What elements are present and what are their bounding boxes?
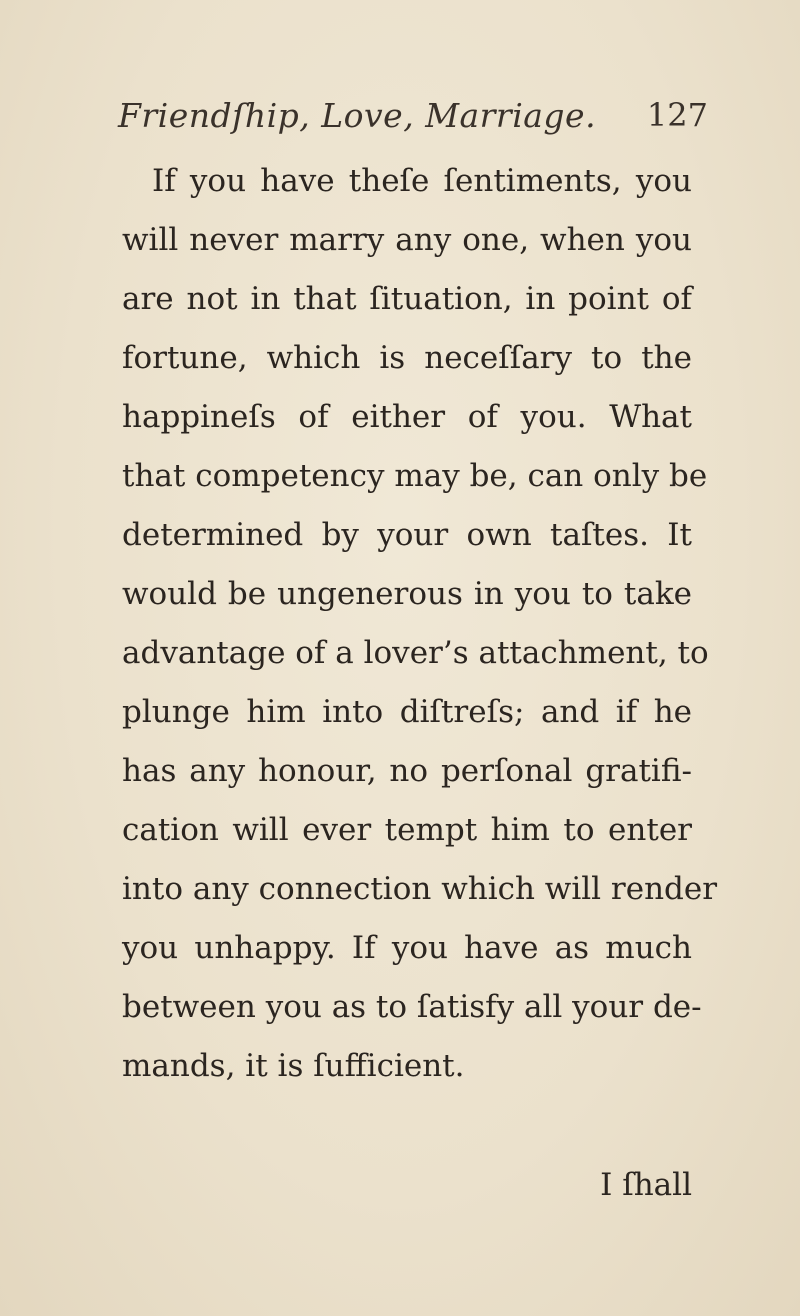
text-line: happineſs of either of you. What [122,399,692,435]
text-line: mands, it is ſufficient. [122,1048,465,1084]
text-line: fortune, which is neceſſary to the [122,340,692,376]
text-line: plunge him into diſtreſs; and if he [122,694,692,730]
text-line: between you as to ſatisfy all your de- [122,989,702,1025]
text-line: would be ungenerous in you to take [122,576,692,612]
text-line: you unhappy. If you have as much [122,930,692,966]
text-line: advantage of a lover’s attachment, to [122,635,709,671]
body-text [122,152,718,1096]
page-header [118,96,708,144]
running-head: Friendſhip, Love, Marriage. [118,96,597,135]
text-line: If you have theſe ſentiments, you [152,163,692,199]
text-line: determined by your own taſtes. It [122,517,692,553]
text-line: are not in that ſituation, in point of [122,281,692,317]
text-line: that competency may be, can only be [122,458,708,494]
text-line: into any connection which will render [122,871,718,907]
page-number: 127 [646,96,708,134]
text-line: will never marry any one, when you [122,222,692,258]
catchword: I ſhall [600,1167,692,1203]
text-line: cation will ever tempt him to enter [122,812,692,848]
text-line: has any honour, no perſonal gratifi- [122,753,692,789]
